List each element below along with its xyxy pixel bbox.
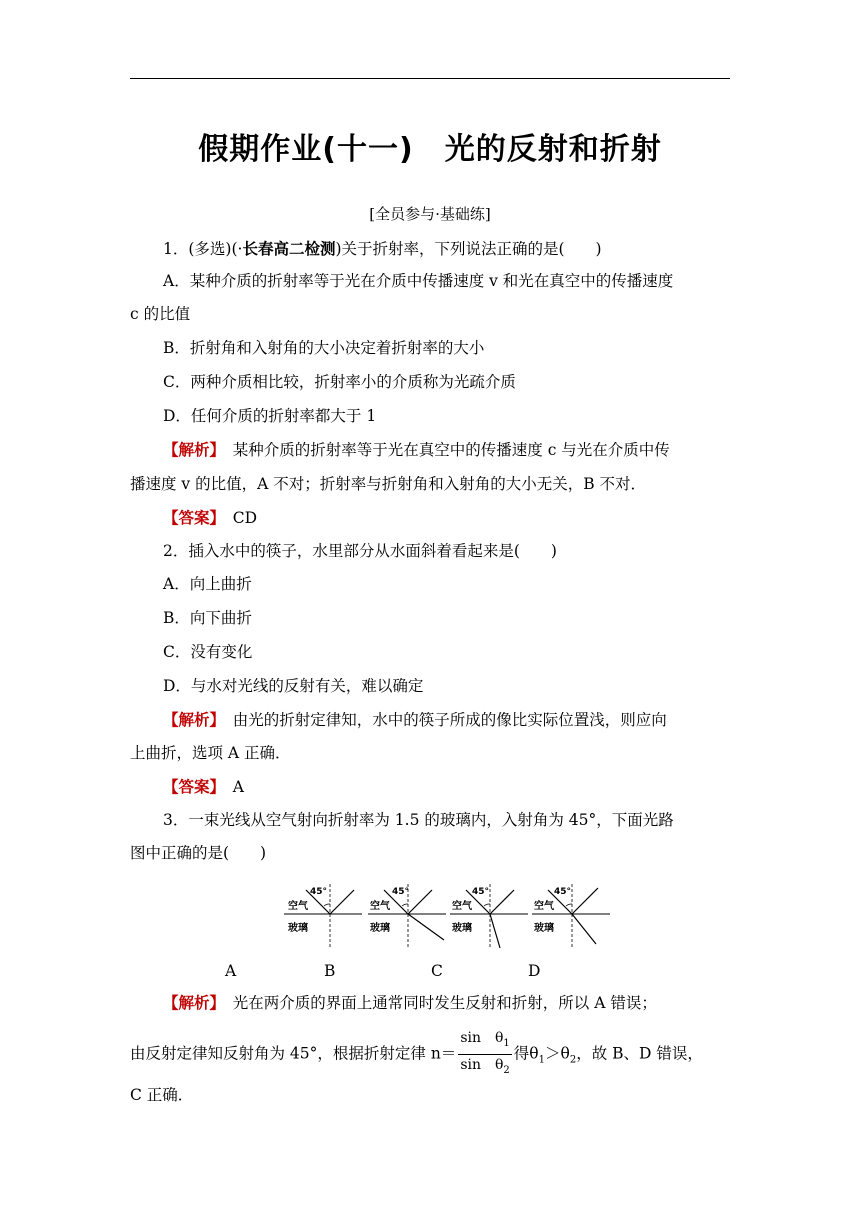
diagram-label-a: A [225,962,237,980]
header-rule [130,78,730,79]
diagram-panel-b [368,884,446,948]
q2-stem: 2．插入水中的筷子，水里部分从水面斜着看起来是( ) [163,542,557,560]
svg-text:玻璃: 玻璃 [452,923,472,934]
q1-analysis: 【解析】 某种介质的折射率等于光在真空中的传播速度 c 与光在介质中传 [163,441,670,459]
analysis-tag: 【解析】 [163,441,218,459]
air-label: 空气 [288,901,308,912]
q1-answer: 【答案】 CD [163,509,258,527]
diagram-panel-d [532,884,610,948]
answer-tag: 【答案】 [163,509,218,527]
diagram-panel-c [450,884,528,948]
q2-option-b: B．向下曲折 [163,609,252,627]
q1-option-c: C．两种介质相比较，折射率小的介质称为光疏介质 [163,373,516,391]
q3-analysis-formula-line: 由反射定律知反射角为 45°，根据折射定律 n＝ $\frac{\sin \theta_1}{\sin \theta_2}$ 得$\theta_1>\theta_2$，故 B、D 错误， [130,1028,730,1081]
q2-option-d: D．与水对光线的反射有关，难以确定 [163,677,424,695]
analysis-tag: 【解析】 [163,711,218,729]
q3-analysis: 【解析】 光在两介质的界面上通常同时发生反射和折射，所以 A 错误； [163,994,657,1012]
q2-option-a: A．向上曲折 [163,575,252,593]
angle-label: 45° [310,887,328,897]
svg-text:45°: 45° [554,887,572,897]
q2-analysis: 【解析】 由光的折射定律知，水中的筷子所成的像比实际位置浅，则应向 [163,711,667,729]
section-heading: [全员参与·基础练] [369,205,491,223]
q1-source: 长春高二检测 [242,240,336,258]
page-title: 假期作业(十一) 光的反射和折射 [198,132,662,167]
q1-option-d: D．任何介质的折射率都大于 1 [163,407,377,425]
refraction-formula: $\frac{\sin \theta_1}{\sin \theta_2}$ [460,1030,510,1076]
svg-text:玻璃: 玻璃 [370,923,390,934]
answer-tag: 【答案】 [163,778,218,796]
q3-analysis-end: C 正确． [130,1086,194,1104]
q1-option-b: B．折射角和入射角的大小决定着折射率的大小 [163,339,485,357]
svg-text:玻璃: 玻璃 [534,923,554,934]
analysis-tag: 【解析】 [163,994,218,1012]
q2-analysis-cont: 上曲折，选项 A 正确． [130,744,291,762]
svg-text:空气: 空气 [370,901,390,912]
q3-stem: 3．一束光线从空气射向折射率为 1.5 的玻璃内，入射角为 45°，下面光路 [163,811,674,829]
q2-option-c: C．没有变化 [163,643,253,661]
q3-stem-cont: 图中正确的是( ) [130,844,267,862]
light-path-diagram [284,880,614,952]
q1-analysis-cont: 播速度 v 的比值，A 不对；折射率与折射角和入射角的大小无关，B 不对． [130,475,647,493]
q1-option-a-cont: c 的比值 [130,305,191,323]
svg-text:45°: 45° [472,887,490,897]
q1-option-a: A．某种介质的折射率等于光在介质中传播速度 v 和光在真空中的传播速度 [163,272,674,290]
diagram-panel-a [284,884,362,948]
diagram-label-b: B [324,962,336,980]
svg-text:空气: 空气 [534,901,554,912]
q2-answer: 【答案】 A [163,778,244,796]
svg-text:45°: 45° [392,887,410,897]
diagram-label-d: D [528,962,541,980]
diagram-label-c: C [431,962,443,980]
q1-stem: 1．(多选)(·长春高二检测)关于折射率，下列说法正确的是( ) [163,240,602,258]
glass-label: 玻璃 [288,923,308,934]
svg-text:空气: 空气 [452,901,472,912]
